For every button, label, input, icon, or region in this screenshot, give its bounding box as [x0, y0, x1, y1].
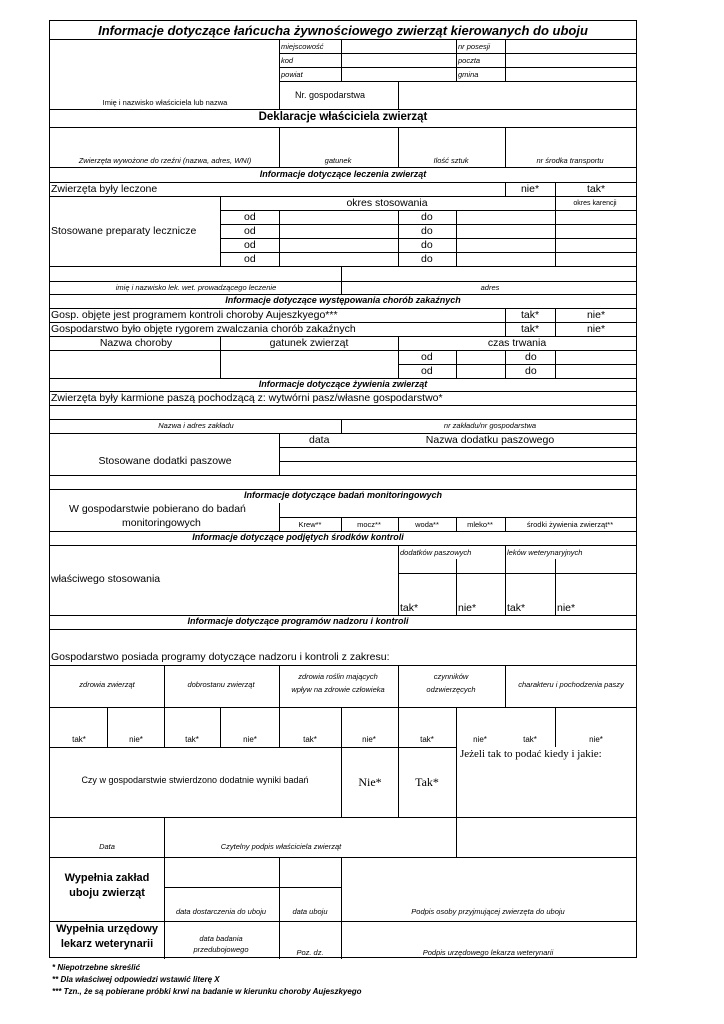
farm-number-label: Nr. gospodarstwa: [295, 90, 366, 100]
exam-date-line2: przedubojowego: [193, 945, 249, 954]
col-line: [398, 545, 399, 615]
col-line: [505, 665, 506, 707]
col-line: [398, 336, 399, 378]
row-line: [50, 266, 636, 267]
if-yes-label: Jeżeli tak to podać kiedy i jakie:: [460, 748, 602, 760]
okres-karencji-label: okres karencji: [573, 200, 617, 207]
do-label: do: [421, 253, 433, 265]
row-line: [398, 364, 636, 365]
nie-option[interactable]: nie*: [473, 735, 487, 744]
slaughterhouse-fill-line2: uboju zwierząt: [69, 887, 145, 899]
od-label: od: [244, 211, 256, 223]
col-line: [456, 559, 457, 615]
date-label: Data: [99, 842, 115, 851]
okres-stosowania-label: okres stosowania: [346, 197, 428, 209]
monitoring-heading: Informacje dotyczące badań monitoringowych: [243, 490, 443, 500]
vet-fill-line1: Wypełnia urzędowy: [56, 923, 158, 935]
slaughterhouse-fill-line1: Wypełnia zakład: [64, 872, 150, 884]
feed-origin-col: charakteru i pochodzenia paszy: [518, 680, 624, 689]
positive-results-question: Czy w gospodarstwie stwierdzono dodatnie wyniki badań: [81, 775, 309, 785]
feed-sample-label[interactable]: środki żywienia zwierząt**: [526, 520, 614, 529]
do-label: do: [421, 211, 433, 223]
tak-option[interactable]: tak*: [303, 735, 317, 744]
col-line: [555, 707, 556, 747]
plant-name-label: Nazwa i adres zakładu: [158, 421, 234, 430]
od-label: od: [421, 365, 433, 377]
col-line: [456, 210, 457, 266]
col-line: [279, 210, 280, 266]
vet-address-label: adres: [480, 283, 500, 292]
proper-use-label: właściwego stosowania: [51, 573, 161, 585]
rygor-tak[interactable]: tak*: [520, 323, 540, 335]
form-title: Informacje dotyczące łańcucha żywnościowego zwierząt kierowanych do uboju: [98, 23, 588, 38]
col-line: [279, 433, 280, 475]
col-line: [341, 517, 342, 531]
aujeszky-nie[interactable]: nie*: [586, 309, 606, 321]
welfare-col: dobrostanu zwierząt: [187, 680, 255, 689]
od-label: od: [244, 253, 256, 265]
do-label: do: [525, 351, 537, 363]
col-line: [398, 517, 399, 531]
treated-tak[interactable]: tak*: [586, 183, 606, 195]
drugs-measure-label: leków weterynaryjnych: [507, 548, 583, 557]
tak-option[interactable]: tak*: [420, 735, 434, 744]
animals-col-label: Zwierzęta wywożone do rzeźni (nazwa, adres, WNI): [78, 156, 252, 165]
col-line: [505, 39, 506, 81]
owner-name-label: Imię i nazwisko właściciela lub nazwa: [102, 98, 228, 107]
nie-option[interactable]: nie*: [129, 735, 143, 744]
slaughter-date-label: data uboju: [292, 907, 328, 916]
col-line: [220, 707, 221, 747]
col-line: [164, 817, 165, 959]
row-line: [50, 350, 636, 351]
vet-signature-label: Podpis urzędowego lekarza weterynarii: [422, 948, 554, 957]
feeding-heading: Informacje dotyczące żywienia zwierząt: [258, 379, 428, 389]
diseases-heading: Informacje dotyczące występowania chorób zakaźnych: [225, 295, 461, 305]
do-label: do: [421, 239, 433, 251]
row-line: [50, 857, 636, 858]
poz-dz-label: Poz. dz.: [296, 948, 324, 957]
poczta-label: poczta: [458, 56, 481, 65]
owner-signature-label: Czytelny podpis właściciela zwierząt: [220, 842, 342, 851]
col-line: [341, 707, 342, 817]
col-line: [341, 266, 342, 294]
row-line: [279, 81, 636, 82]
row-line: [50, 405, 636, 406]
woda-label[interactable]: woda**: [415, 520, 439, 529]
vet-fill-line2: lekarz weterynarii: [60, 938, 154, 950]
row-line: [50, 817, 636, 818]
title-separator: [50, 39, 636, 40]
monitoring-label-line2: monitoringowych: [122, 517, 201, 529]
aujeszky-tak[interactable]: tak*: [520, 309, 540, 321]
vet-name-label: imię i nazwisko lek. wet. prowadzącego leczenie: [115, 283, 277, 292]
programs-intro: Gospodarstwo posiada programy dotyczące nadzoru i kontroli z zakresu:: [51, 651, 390, 663]
row-line: [50, 921, 636, 922]
do-label: do: [421, 225, 433, 237]
do-label: do: [525, 365, 537, 377]
additives-label: Stosowane dodatki paszowe: [98, 455, 232, 467]
programs-heading: Informacje dotyczące programów nadzoru i kontroli: [187, 616, 409, 626]
col-line: [505, 545, 506, 615]
positive-nie[interactable]: Nie*: [358, 775, 382, 789]
food-chain-form: [49, 20, 637, 958]
col-line: [505, 350, 506, 378]
feed-source-label: Zwierzęta były karmione paszą pochodzącą z: wytwórni pasz/własne gospodarstwo*: [51, 392, 443, 404]
row-line: [50, 419, 636, 420]
col-line: [456, 707, 457, 857]
col-line: [505, 127, 506, 167]
zoonotic-col-line2: odzwierzęcych: [426, 685, 476, 694]
col-line: [107, 707, 108, 747]
measures-heading: Informacje dotyczące podjętych środków kontroli: [192, 532, 404, 542]
col-line: [398, 127, 399, 167]
col-line: [164, 665, 165, 747]
col-line: [505, 182, 506, 196]
receiver-signature-label: Podpis osoby przyjmującej zwierzęta do uboju: [411, 907, 565, 916]
row-line: [50, 747, 456, 748]
treated-nie[interactable]: nie*: [520, 183, 540, 195]
species-col-label: gatunek: [324, 156, 352, 165]
od-label: od: [421, 351, 433, 363]
krew-label[interactable]: Krew**: [298, 520, 322, 529]
mleko-label[interactable]: mleko**: [467, 520, 493, 529]
row-line: [50, 109, 636, 110]
col-line: [220, 196, 221, 266]
positive-tak[interactable]: Tak*: [415, 775, 439, 789]
additive-date-label: data: [309, 434, 330, 446]
col-line: [555, 559, 556, 615]
col-line: [279, 665, 280, 747]
declarations-heading: Deklaracje właściciela zwierząt: [258, 111, 428, 123]
footnote-2: ** Dla właściwej odpowiedzi wstawić literę X: [52, 975, 220, 984]
exam-date-line1: data badania: [199, 934, 243, 943]
row-line: [398, 573, 636, 574]
drugs-nie[interactable]: nie*: [557, 602, 576, 614]
powiat-label: powiat: [281, 70, 303, 79]
col-line: [398, 81, 399, 109]
row-line: [50, 545, 636, 546]
col-line: [341, 857, 342, 959]
row-line: [164, 887, 342, 888]
plant-number-label: nr zakładu/nr gospodarstwa: [443, 421, 537, 430]
row-line: [50, 665, 636, 666]
col-line: [555, 308, 556, 336]
kod-label: kod: [281, 56, 294, 65]
row-line: [50, 127, 636, 128]
col-line: [398, 665, 399, 817]
delivery-date-label: data dostarczenia do uboju: [175, 907, 267, 916]
col-line: [341, 39, 342, 81]
row-line: [279, 53, 636, 54]
row-line: [50, 281, 636, 282]
preparaty-label: Stosowane preparaty lecznicze: [51, 225, 197, 237]
nie-option[interactable]: nie*: [243, 735, 257, 744]
od-label: od: [244, 239, 256, 251]
od-label: od: [244, 225, 256, 237]
row-line: [279, 67, 636, 68]
duration-label: czas trwania: [487, 337, 547, 349]
footnote-1: * Niepotrzebne skreślić: [52, 963, 141, 972]
col-line: [555, 350, 556, 378]
col-line: [279, 39, 280, 109]
col-line: [341, 419, 342, 433]
row-line: [50, 167, 636, 168]
col-line: [456, 350, 457, 378]
row-line: [279, 447, 636, 448]
row-line: [50, 196, 636, 197]
col-line: [220, 336, 221, 378]
col-line: [456, 39, 457, 81]
additives-tak[interactable]: tak*: [400, 602, 419, 614]
row-line: [50, 475, 636, 476]
miejscowosc-label: miejscowość: [281, 42, 324, 51]
aujeszky-label: Gosp. objęte jest programem kontroli choroby Aujeszkyego***: [51, 309, 338, 321]
additives-measure-label: dodatków paszowych: [400, 548, 472, 557]
col-line: [456, 517, 457, 531]
col-line: [505, 308, 506, 336]
rygor-label: Gospodarstwo było objęte rygorem zwalczania chorób zakaźnych: [51, 323, 356, 335]
footnotes: [52, 962, 362, 998]
row-line: [279, 461, 636, 462]
disease-species-label: gatunek zwierząt: [269, 337, 349, 349]
zoonotic-col-line1: czynników: [433, 672, 469, 681]
tak-option[interactable]: tak*: [185, 735, 199, 744]
col-line: [279, 857, 280, 959]
additives-nie[interactable]: nie*: [458, 602, 477, 614]
row-line: [279, 517, 636, 518]
nr-posesji-label: nr posesji: [458, 42, 491, 51]
plant-health-col-line2: wpływ na zdrowie człowieka: [291, 685, 385, 694]
transport-col-label: nr środka transportu: [536, 156, 604, 165]
animal-health-col: zdrowia zwierząt: [79, 680, 135, 689]
footnote-3: *** Tzn., że są pobierane próbki krwi na badanie w kierunku choroby Aujeszkyego: [52, 987, 362, 996]
monitoring-label-line1: W gospodarstwie pobierano do badań: [69, 503, 246, 515]
additive-name-label: Nazwa dodatku paszowego: [425, 434, 555, 446]
col-line: [279, 127, 280, 167]
treatment-heading: Informacje dotyczące leczenia zwierząt: [259, 169, 427, 179]
mocz-label[interactable]: mocz**: [357, 520, 381, 529]
row-line: [50, 629, 636, 630]
col-line: [505, 517, 506, 531]
col-line: [555, 196, 556, 266]
nie-option[interactable]: nie*: [589, 735, 603, 744]
drugs-tak[interactable]: tak*: [507, 602, 526, 614]
nie-option[interactable]: nie*: [362, 735, 376, 744]
col-line: [555, 182, 556, 196]
plant-health-col-line1: zdrowia roślin mających: [298, 672, 378, 681]
quantity-col-label: Ilość sztuk: [433, 156, 469, 165]
treated-label: Zwierzęta były leczone: [51, 183, 158, 195]
tak-option[interactable]: tak*: [72, 735, 86, 744]
row-line: [50, 707, 636, 708]
disease-name-label: Nazwa choroby: [99, 337, 173, 349]
rygor-nie[interactable]: nie*: [586, 323, 606, 335]
col-line: [398, 210, 399, 266]
tak-option[interactable]: tak*: [523, 735, 537, 744]
gmina-label: gmina: [458, 70, 479, 79]
